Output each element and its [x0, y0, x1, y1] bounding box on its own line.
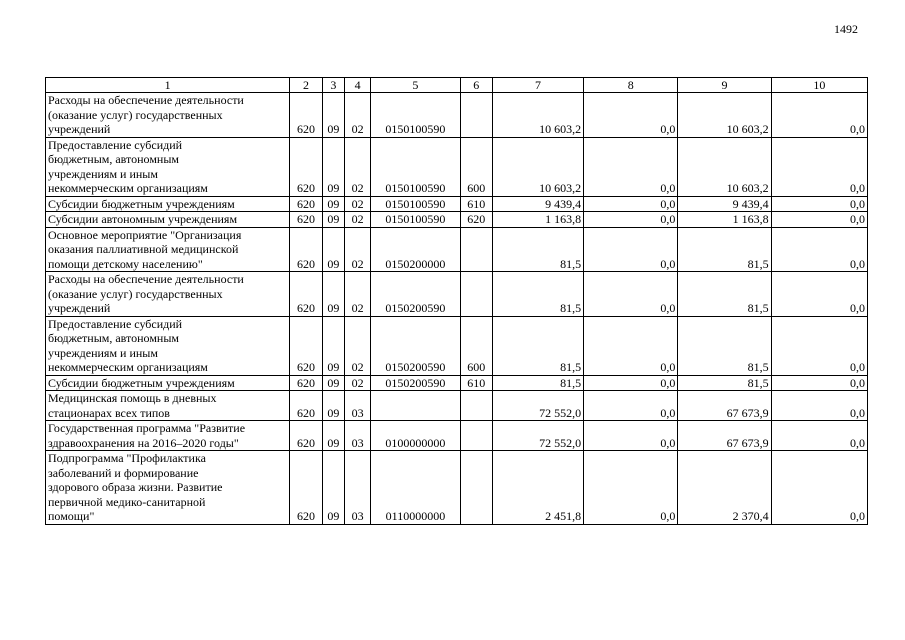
cell-col9: 2 370,4: [678, 451, 771, 525]
column-header: 2: [290, 78, 322, 93]
cell-col8: 0,0: [584, 451, 678, 525]
header-row: [46, 78, 868, 93]
cell-col3: 09: [322, 93, 344, 138]
cell-col9: 81,5: [678, 316, 771, 375]
cell-col6: [460, 227, 492, 272]
cell-col4: 02: [344, 212, 370, 228]
table-row: [46, 421, 868, 451]
cell-col6: [460, 421, 492, 451]
cell-col6: 620: [460, 212, 492, 228]
cell-col3: 09: [322, 316, 344, 375]
cell-col5: 0150200590: [371, 272, 460, 317]
budget-table: [45, 77, 868, 525]
cell-col8: 0,0: [584, 272, 678, 317]
cell-col6: [460, 272, 492, 317]
cell-col4: 02: [344, 375, 370, 391]
cell-col2: 620: [290, 391, 322, 421]
cell-col3: 09: [322, 212, 344, 228]
cell-col2: 620: [290, 272, 322, 317]
table-row: [46, 196, 868, 212]
cell-col9: 9 439,4: [678, 196, 771, 212]
table-row: [46, 375, 868, 391]
cell-col10: 0,0: [771, 375, 867, 391]
cell-col4: 02: [344, 316, 370, 375]
cell-col2: 620: [290, 137, 322, 196]
column-header: 5: [371, 78, 460, 93]
cell-col4: 03: [344, 451, 370, 525]
cell-col3: 09: [322, 375, 344, 391]
cell-col5: [371, 391, 460, 421]
cell-col2: 620: [290, 316, 322, 375]
table-row: [46, 316, 868, 375]
cell-col8: 0,0: [584, 316, 678, 375]
column-header: 8: [584, 78, 678, 93]
column-header: 10: [771, 78, 867, 93]
cell-col7: 10 603,2: [492, 93, 583, 138]
table-row: [46, 93, 868, 138]
cell-col6: [460, 451, 492, 525]
cell-name: Субсидии бюджетным учреждениям: [46, 196, 290, 212]
cell-col7: 81,5: [492, 375, 583, 391]
cell-col6: 600: [460, 316, 492, 375]
cell-col7: 72 552,0: [492, 391, 583, 421]
cell-col7: 72 552,0: [492, 421, 583, 451]
cell-col2: 620: [290, 212, 322, 228]
cell-col2: 620: [290, 451, 322, 525]
cell-col7: 9 439,4: [492, 196, 583, 212]
cell-col5: 0150100590: [371, 137, 460, 196]
cell-col5: 0150200000: [371, 227, 460, 272]
column-header: 7: [492, 78, 583, 93]
cell-col10: 0,0: [771, 196, 867, 212]
cell-col10: 0,0: [771, 421, 867, 451]
cell-col4: 02: [344, 272, 370, 317]
cell-col6: 600: [460, 137, 492, 196]
cell-col3: 09: [322, 421, 344, 451]
cell-col3: 09: [322, 391, 344, 421]
cell-col7: 1 163,8: [492, 212, 583, 228]
cell-col5: 0150100590: [371, 196, 460, 212]
cell-col4: 02: [344, 137, 370, 196]
cell-col4: 02: [344, 93, 370, 138]
cell-col2: 620: [290, 196, 322, 212]
cell-col9: 81,5: [678, 375, 771, 391]
table-row: [46, 272, 868, 317]
cell-col4: 02: [344, 196, 370, 212]
cell-col6: 610: [460, 196, 492, 212]
cell-col8: 0,0: [584, 421, 678, 451]
column-header: 9: [678, 78, 771, 93]
cell-col10: 0,0: [771, 212, 867, 228]
table-body: [46, 93, 868, 525]
cell-col9: 67 673,9: [678, 421, 771, 451]
cell-col3: 09: [322, 137, 344, 196]
column-header: 3: [322, 78, 344, 93]
cell-col9: 67 673,9: [678, 391, 771, 421]
cell-col9: 1 163,8: [678, 212, 771, 228]
cell-col2: 620: [290, 421, 322, 451]
cell-col3: 09: [322, 227, 344, 272]
cell-col8: 0,0: [584, 93, 678, 138]
page-number: 1492: [834, 22, 858, 36]
column-header: 6: [460, 78, 492, 93]
cell-col9: 10 603,2: [678, 93, 771, 138]
cell-name: Предоставление субсидий бюджетным, автономным учреждениям и иным некоммерческим организациям: [46, 137, 290, 196]
cell-col7: 81,5: [492, 316, 583, 375]
cell-col2: 620: [290, 375, 322, 391]
cell-col10: 0,0: [771, 137, 867, 196]
cell-name: Основное мероприятие "Организация оказания паллиативной медицинской помощи детскому населению": [46, 227, 290, 272]
table-row: [46, 212, 868, 228]
cell-col7: 2 451,8: [492, 451, 583, 525]
cell-col6: [460, 391, 492, 421]
cell-col7: 81,5: [492, 227, 583, 272]
cell-name: Государственная программа "Развитие здравоохранения на 2016–2020 годы": [46, 421, 290, 451]
cell-name: Субсидии автономным учреждениям: [46, 212, 290, 228]
cell-col8: 0,0: [584, 227, 678, 272]
column-header: 4: [344, 78, 370, 93]
table-row: [46, 137, 868, 196]
cell-name: Медицинская помощь в дневных стационарах всех типов: [46, 391, 290, 421]
cell-col8: 0,0: [584, 196, 678, 212]
cell-col2: 620: [290, 227, 322, 272]
cell-col10: 0,0: [771, 272, 867, 317]
cell-col8: 0,0: [584, 391, 678, 421]
cell-col10: 0,0: [771, 451, 867, 525]
cell-col3: 09: [322, 196, 344, 212]
cell-name: Субсидии бюджетным учреждениям: [46, 375, 290, 391]
cell-name: Расходы на обеспечение деятельности (оказание услуг) государственных учреждений: [46, 93, 290, 138]
cell-col10: 0,0: [771, 391, 867, 421]
cell-col4: 03: [344, 391, 370, 421]
cell-col3: 09: [322, 451, 344, 525]
cell-col7: 10 603,2: [492, 137, 583, 196]
cell-col5: 0100000000: [371, 421, 460, 451]
cell-col5: 0110000000: [371, 451, 460, 525]
cell-col5: 0150200590: [371, 375, 460, 391]
cell-col3: 09: [322, 272, 344, 317]
cell-col5: 0150100590: [371, 93, 460, 138]
cell-col9: 10 603,2: [678, 137, 771, 196]
cell-col4: 03: [344, 421, 370, 451]
cell-col8: 0,0: [584, 137, 678, 196]
cell-col7: 81,5: [492, 272, 583, 317]
cell-col5: 0150200590: [371, 316, 460, 375]
table-row: [46, 451, 868, 525]
cell-col10: 0,0: [771, 227, 867, 272]
cell-name: Подпрограмма "Профилактика заболеваний и формирование здорового образа жизни. Развитие первичной медико-санитарной помощи": [46, 451, 290, 525]
cell-col8: 0,0: [584, 212, 678, 228]
cell-name: Расходы на обеспечение деятельности (оказание услуг) государственных учреждений: [46, 272, 290, 317]
cell-name: Предоставление субсидий бюджетным, автономным учреждениям и иным некоммерческим организациям: [46, 316, 290, 375]
cell-col10: 0,0: [771, 93, 867, 138]
cell-col4: 02: [344, 227, 370, 272]
cell-col10: 0,0: [771, 316, 867, 375]
table-row: [46, 227, 868, 272]
cell-col8: 0,0: [584, 375, 678, 391]
cell-col9: 81,5: [678, 272, 771, 317]
cell-col5: 0150100590: [371, 212, 460, 228]
cell-col6: [460, 93, 492, 138]
column-header: 1: [46, 78, 290, 93]
cell-col2: 620: [290, 93, 322, 138]
table-row: [46, 391, 868, 421]
cell-col9: 81,5: [678, 227, 771, 272]
cell-col6: 610: [460, 375, 492, 391]
